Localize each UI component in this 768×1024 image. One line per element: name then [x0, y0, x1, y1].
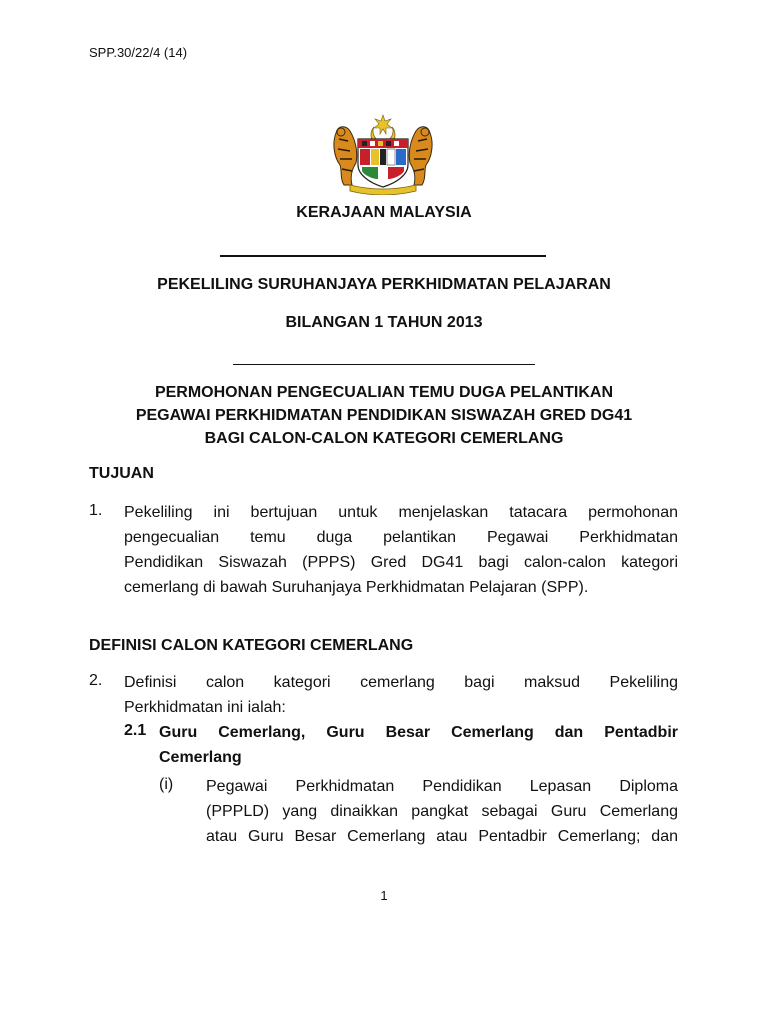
subject-line: PERMOHONAN PENGECUALIAN TEMU DUGA PELANTIKAN	[154, 384, 614, 401]
government-title: KERAJAAN MALAYSIA	[296, 204, 472, 221]
circular-title: PEKELILING SURUHANJAYA PERKHIDMATAN PELAJARAN	[157, 276, 611, 293]
reference-number: SPP.30/22/4 (14)	[89, 45, 188, 60]
number-divider	[233, 364, 535, 365]
paragraph-line: Perkhidmatan ini ialah:	[124, 699, 286, 716]
subsection-line: Guru Cemerlang, Guru Besar Cemerlang dan Pentadbir	[159, 724, 678, 741]
subsection-title	[159, 720, 678, 770]
paragraph-number: 2.	[89, 672, 103, 689]
paragraph-line: Definisi calon kategori cemerlang bagi maksud Pekeliling	[124, 674, 678, 691]
subsection-line: Cemerlang	[159, 749, 242, 766]
definition-heading: DEFINISI CALON KATEGORI CEMERLANG	[89, 637, 414, 654]
paragraph-line: cemerlang di bawah Suruhanjaya Perkhidmatan Pelajaran (SPP).	[124, 579, 589, 596]
definition-paragraph	[124, 670, 678, 720]
purpose-heading: TUJUAN	[89, 465, 154, 482]
purpose-paragraph	[124, 500, 678, 600]
item-line: Pegawai Perkhidmatan Pendidikan Lepasan Diploma	[206, 778, 678, 795]
page-number: 1	[380, 888, 388, 903]
paragraph-line: Pekeliling ini bertujuan untuk menjelaskan tatacara permohonan	[124, 504, 678, 521]
subject-title	[0, 381, 768, 450]
circular-number: BILANGAN 1 TAHUN 2013	[285, 314, 483, 331]
malaysia-coat-of-arms-icon	[330, 113, 436, 195]
paragraph-number: 1.	[89, 502, 103, 519]
item-paragraph	[206, 774, 678, 849]
item-line: atau Guru Besar Cemerlang atau Pentadbir Cemerlang; dan	[206, 828, 678, 845]
subject-line: BAGI CALON-CALON KATEGORI CEMERLANG	[204, 430, 564, 447]
item-number: (i)	[159, 776, 174, 793]
subsection-number: 2.1	[124, 722, 147, 739]
title-divider	[220, 255, 546, 257]
paragraph-line: Pendidikan Siswazah (PPPS) Gred DG41 bagi calon-calon kategori	[124, 554, 678, 571]
item-line: (PPPLD) yang dinaikkan pangkat sebagai Guru Cemerlang	[206, 803, 678, 820]
paragraph-line: pengecualian temu duga pelantikan Pegawai Perkhidmatan	[124, 529, 678, 546]
subject-line: PEGAWAI PERKHIDMATAN PENDIDIKAN SISWAZAH GRED DG41	[135, 407, 633, 424]
